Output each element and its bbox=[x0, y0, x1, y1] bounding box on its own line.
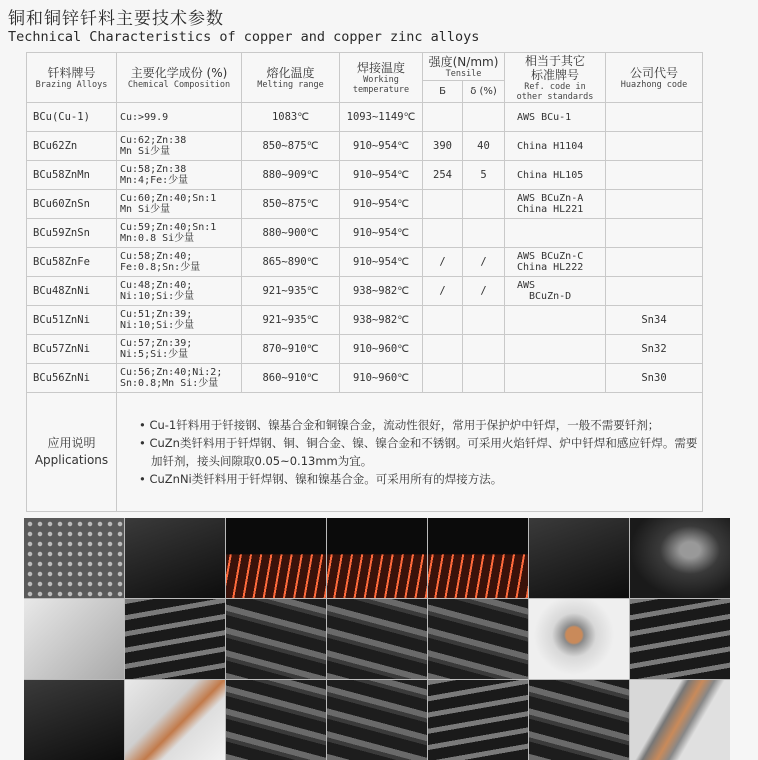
header-standard: 相当于其它 标准牌号 Ref. code in other standards bbox=[505, 53, 606, 103]
alloy-cell: BCu58ZnFe bbox=[27, 248, 117, 277]
melting-cell: 921~935℃ bbox=[242, 306, 340, 335]
header-composition: 主要化学成份 (%) Chemical Composition bbox=[117, 53, 242, 103]
alloy-spec-table bbox=[26, 52, 703, 512]
elongation-cell: 40 bbox=[463, 132, 505, 161]
composition-cell: Cu:57;Zn:39; Ni:5;Si:少量 bbox=[117, 335, 242, 364]
elongation-cell bbox=[463, 219, 505, 248]
melting-cell: 850~875℃ bbox=[242, 190, 340, 219]
code-cell bbox=[606, 248, 703, 277]
tensile-cell: / bbox=[423, 277, 463, 306]
tensile-cell bbox=[423, 335, 463, 364]
header-melting: 熔化温度 Melting range bbox=[242, 53, 340, 103]
alloy-cell: BCu60ZnSn bbox=[27, 190, 117, 219]
composition-cell: Cu:59;Zn:40;Sn:1 Mn:0.8 Si少量 bbox=[117, 219, 242, 248]
standard-cell bbox=[505, 335, 606, 364]
copper-tubes-furnace-photo bbox=[327, 518, 427, 598]
alloy-cell: BCu48ZnNi bbox=[27, 277, 117, 306]
header-working: 焊接温度 Working temperature bbox=[340, 53, 423, 103]
elongation-cell: / bbox=[463, 277, 505, 306]
steel-pipes-photo bbox=[428, 680, 528, 760]
elongation-cell bbox=[463, 190, 505, 219]
furnace-photo bbox=[125, 518, 225, 598]
melting-cell: 1083℃ bbox=[242, 103, 340, 132]
steel-pipes-photo bbox=[125, 599, 225, 679]
header-code: 公司代号 Huazhong code bbox=[606, 53, 703, 103]
tensile-cell bbox=[423, 306, 463, 335]
steel-pipes-photo bbox=[630, 599, 730, 679]
product-photo-collage bbox=[24, 518, 730, 760]
table-row bbox=[27, 277, 703, 306]
code-cell bbox=[606, 277, 703, 306]
steel-pipes-photo bbox=[529, 680, 629, 760]
working-cell: 910~954℃ bbox=[340, 161, 423, 190]
code-cell bbox=[606, 103, 703, 132]
standard-cell bbox=[505, 219, 606, 248]
working-cell: 910~960℃ bbox=[340, 364, 423, 393]
composition-cell: Cu:>99.9 bbox=[117, 103, 242, 132]
code-cell bbox=[606, 132, 703, 161]
composition-cell: Cu:58;Zn:40; Fe:0.8;Sn:少量 bbox=[117, 248, 242, 277]
composition-cell: Cu:60;Zn:40;Sn:1 Mn Si少量 bbox=[117, 190, 242, 219]
table-row bbox=[27, 132, 703, 161]
melting-cell: 865~890℃ bbox=[242, 248, 340, 277]
copper-tubes-furnace-photo bbox=[428, 518, 528, 598]
table-row bbox=[27, 161, 703, 190]
steel-pipes-photo bbox=[226, 599, 326, 679]
standard-cell: AWS BCuZn-A China HL221 bbox=[505, 190, 606, 219]
header-tensile: Б bbox=[423, 81, 463, 103]
tensile-cell bbox=[423, 190, 463, 219]
working-cell: 910~960℃ bbox=[340, 335, 423, 364]
application-item: • Cu-1钎料用于钎接钢、镍基合金和铜镍合金，流动性很好，常用于保护炉中钎焊，一般不需要钎剂； bbox=[139, 418, 660, 432]
table-row bbox=[27, 306, 703, 335]
elongation-cell: / bbox=[463, 248, 505, 277]
code-cell: Sn34 bbox=[606, 306, 703, 335]
melting-cell: 921~935℃ bbox=[242, 277, 340, 306]
table-row bbox=[27, 364, 703, 393]
alloy-cell: BCu62Zn bbox=[27, 132, 117, 161]
composition-cell: Cu:48;Zn:40; Ni:10;Si:少量 bbox=[117, 277, 242, 306]
standard-cell bbox=[505, 364, 606, 393]
brazed-rod-photo bbox=[630, 680, 730, 760]
elongation-cell bbox=[463, 364, 505, 393]
composition-cell: Cu:62;Zn:38 Mn Si少量 bbox=[117, 132, 242, 161]
composition-cell: Cu:58;Zn:38 Mn:4;Fe:少量 bbox=[117, 161, 242, 190]
table-row bbox=[27, 248, 703, 277]
tensile-cell: 254 bbox=[423, 161, 463, 190]
table-row bbox=[27, 219, 703, 248]
alloy-cell: BCu56ZnNi bbox=[27, 364, 117, 393]
standard-cell: AWS BCuZn-C China HL222 bbox=[505, 248, 606, 277]
table-row bbox=[27, 335, 703, 364]
page-title-en: Technical Characteristics of copper and copper zinc alloys bbox=[8, 29, 480, 45]
working-cell: 938~982℃ bbox=[340, 306, 423, 335]
steel-pipes-photo bbox=[226, 680, 326, 760]
tensile-cell: 390 bbox=[423, 132, 463, 161]
alloy-cell: BCu(Cu-1) bbox=[27, 103, 117, 132]
composition-cell: Cu:56;Zn:40;Ni:2; Sn:0.8;Mn Si:少量 bbox=[117, 364, 242, 393]
elongation-cell: 5 bbox=[463, 161, 505, 190]
elongation-cell bbox=[463, 103, 505, 132]
working-cell: 910~954℃ bbox=[340, 219, 423, 248]
copper-tubes-furnace-photo bbox=[226, 518, 326, 598]
working-cell: 1093~1149℃ bbox=[340, 103, 423, 132]
furnace-photo bbox=[529, 518, 629, 598]
dark-pipe-photo bbox=[24, 680, 124, 760]
working-cell: 910~954℃ bbox=[340, 248, 423, 277]
elongation-cell bbox=[463, 335, 505, 364]
tensile-cell bbox=[423, 364, 463, 393]
header-elongation: δ (%) bbox=[463, 81, 505, 103]
header-alloy: 钎料牌号 Brazing Alloys bbox=[27, 53, 117, 103]
brazed-bracket-photo bbox=[125, 680, 225, 760]
working-cell: 910~954℃ bbox=[340, 132, 423, 161]
standard-cell: AWS BCu-1 bbox=[505, 103, 606, 132]
steel-pipes-photo bbox=[327, 680, 427, 760]
melting-cell: 850~875℃ bbox=[242, 132, 340, 161]
steel-pipes-photo bbox=[428, 599, 528, 679]
code-cell bbox=[606, 161, 703, 190]
melting-cell: 860~910℃ bbox=[242, 364, 340, 393]
elongation-cell bbox=[463, 306, 505, 335]
page-title-cn: 铜和铜锌钎料主要技术参数 bbox=[8, 9, 224, 29]
working-cell: 910~954℃ bbox=[340, 190, 423, 219]
tensile-cell bbox=[423, 103, 463, 132]
application-item: • CuZn类钎料用于钎焊钢、铜、铜合金、镍、镍合金和不锈钢。可采用火焰钎焊、炉中钎焊和感应钎焊。需要加钎剂，接头间隙取0.05~0.13mm为宜。 bbox=[139, 436, 698, 468]
standard-cell: China HL105 bbox=[505, 161, 606, 190]
code-cell: Sn30 bbox=[606, 364, 703, 393]
melting-cell: 880~900℃ bbox=[242, 219, 340, 248]
standard-cell: China H1104 bbox=[505, 132, 606, 161]
alloy-cell: BCu51ZnNi bbox=[27, 306, 117, 335]
melting-cell: 870~910℃ bbox=[242, 335, 340, 364]
working-cell: 938~982℃ bbox=[340, 277, 423, 306]
header-strength: 强度(N/mm) Tensile bbox=[423, 53, 505, 81]
application-item: • CuZnNi类钎料用于钎焊钢、镍和镍基合金。可采用所有的焊接方法。 bbox=[139, 472, 503, 486]
table-row bbox=[27, 103, 703, 132]
tensile-cell: / bbox=[423, 248, 463, 277]
alloy-cell: BCu59ZnSn bbox=[27, 219, 117, 248]
code-cell bbox=[606, 190, 703, 219]
standard-cell: AWS BCuZn-D bbox=[505, 277, 606, 306]
steel-pipes-photo bbox=[327, 599, 427, 679]
brazed-tube-joint-photo bbox=[630, 518, 730, 598]
code-cell bbox=[606, 219, 703, 248]
standard-cell bbox=[505, 306, 606, 335]
table-row bbox=[27, 190, 703, 219]
brazed-part-photo bbox=[529, 599, 629, 679]
code-cell: Sn32 bbox=[606, 335, 703, 364]
applications-content bbox=[117, 393, 703, 512]
applications-row bbox=[27, 393, 703, 512]
bent-pipe-fitting-photo bbox=[24, 599, 124, 679]
composition-cell: Cu:51;Zn:39; Ni:10;Si:少量 bbox=[117, 306, 242, 335]
melting-cell: 880~909℃ bbox=[242, 161, 340, 190]
alloy-cell: BCu58ZnMn bbox=[27, 161, 117, 190]
tensile-cell bbox=[423, 219, 463, 248]
alloy-cell: BCu57ZnNi bbox=[27, 335, 117, 364]
copper-mesh-photo bbox=[24, 518, 124, 598]
applications-label: 应用说明 Applications bbox=[27, 393, 117, 512]
